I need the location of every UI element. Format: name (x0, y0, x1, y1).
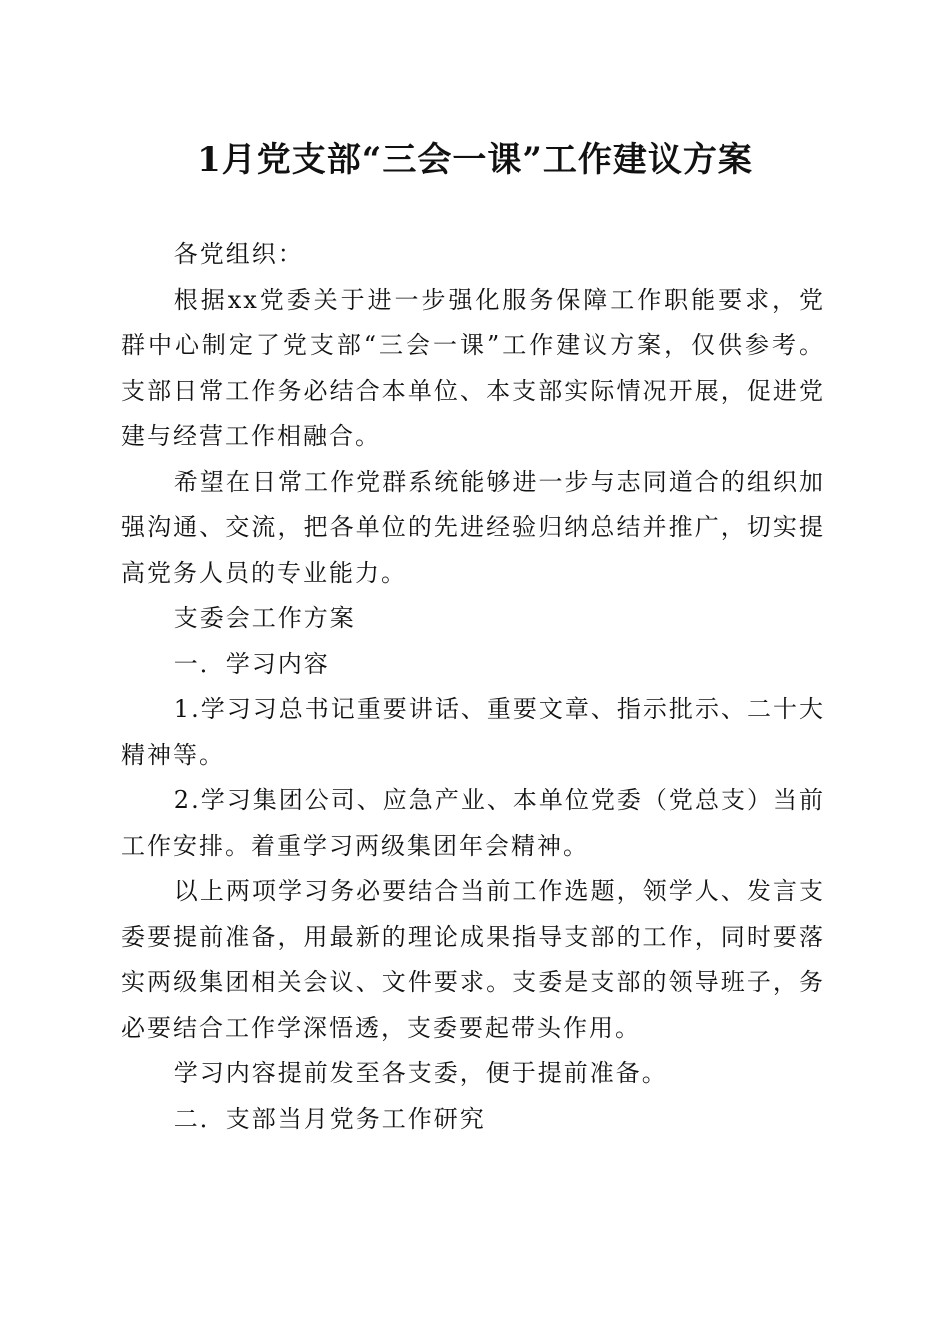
salutation: 各党组织： (173, 240, 304, 268)
section-heading-committee-plan: 支委会工作方案 (173, 604, 356, 632)
list-item-study-2: 2.学习集团公司、应急产业、本单位党委（党总支）当前工作安排。着重学习两级集团年会精神。 (121, 786, 825, 860)
section-heading-study-content: 一．学习内容 (173, 649, 330, 678)
paragraph-hope: 希望在日常工作党群系统能够进一步与志同道合的组织加强沟通、交流，把各单位的先进经验归纳总结并推广，切实提高党务人员的专业能力。 (121, 467, 825, 587)
paragraph-study-requirements: 以上两项学习务必要结合当前工作选题，领学人、发言支委要提前准备，用最新的理论成果指导支部的工作，同时要落实两级集团相关会议、文件要求。支委是支部的领导班子，务必要结合工作学深悟透，支委要起带头作用。 (121, 877, 825, 1042)
document-body (121, 232, 825, 1142)
document-title: 1月党支部“三会一课”工作建议方案 (197, 140, 753, 180)
section-heading-party-affairs: 二．支部当月党务工作研究 (173, 1104, 486, 1133)
paragraph-study-advance: 学习内容提前发至各支委，便于提前准备。 (173, 1059, 668, 1087)
paragraph-intro: 根据xx党委关于进一步强化服务保障工作职能要求，党群中心制定了党支部“三会一课”工作建议方案，仅供参考。支部日常工作务必结合本单位、本支部实际情况开展，促进党建与经营工作相融合。 (121, 285, 825, 450)
list-item-study-1: 1.学习习总书记重要讲话、重要文章、指示批示、二十大精神等。 (121, 695, 825, 769)
